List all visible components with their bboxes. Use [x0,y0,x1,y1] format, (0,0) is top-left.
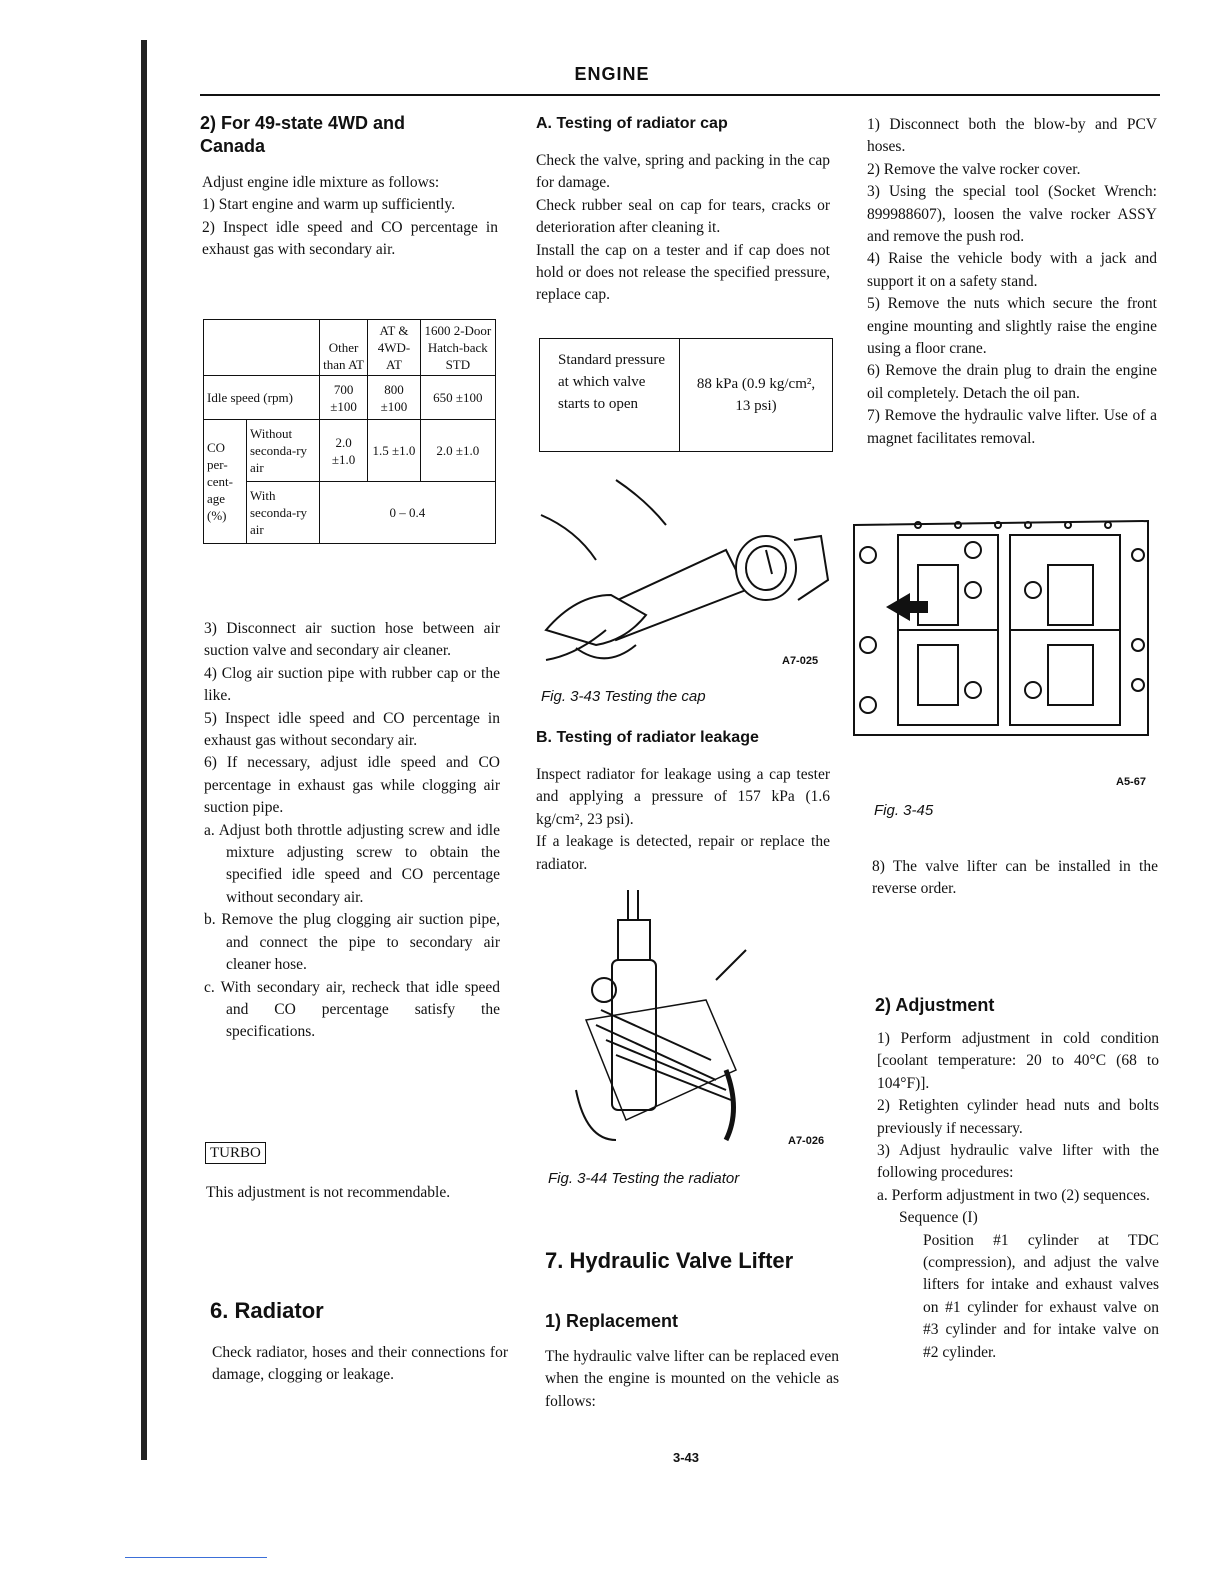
idle-spec-table [203,319,496,544]
fig44-caption: Fig. 3-44 Testing the radiator [548,1170,740,1187]
intro-line: Adjust engine idle mixture as follows: [202,174,440,191]
leak-para: If a leakage is detected, repair or replace the radiator. [536,833,830,873]
header-rule [200,94,1160,96]
cap-test-heading: A. Testing of radiator cap [536,115,728,132]
co-percentage-label: CO per-cent-age (%) [204,420,247,544]
bottom-edge-mark [125,1557,267,1558]
cap-tester-illustration [536,470,836,670]
idle-value: 650 ±100 [420,376,495,420]
idle-speed-label: Idle speed (rpm) [204,376,320,420]
adj-step: 1) Perform adjustment in cold condition [coolant temperature: 20 to 40°C (68 to 104°F)]. [877,1030,1159,1092]
fig43-caption: Fig. 3-43 Testing the cap [541,688,706,705]
replacement-heading: 1) Replacement [545,1311,679,1331]
radiator-text: Check radiator, hoses and their connections for damage, clogging or leakage. [212,1344,508,1384]
co-value: 2.0 ±1.0 [420,420,495,482]
sequence-text: Position #1 cylinder at TDC (compression), and adjust the valve lifters for intake and exhaust valves on #1 cylinder for exhaust valve on #3 cylinder and for intake valve on #2 cylinder. [923,1231,1159,1361]
radiator-tester-illustration [566,890,766,1150]
fig43-id: A7-025 [782,655,819,667]
sequence-label: Sequence (I) [899,1209,978,1227]
engine-block-valve-lifter-illustration [848,505,1158,745]
fig44-id: A7-026 [788,1135,825,1147]
substep-item: b. Remove the plug clogging air suction pipe, and connect the pipe to secondary air cleaner hose. [204,911,500,974]
step-item: 3) Using the special tool (Socket Wrench: 899988607), loosen the valve rocker ASSY and remove the push rod. [867,183,1157,246]
step-item: 1) Disconnect both the blow-by and PCV hoses. [867,116,1157,156]
intro-line: 1) Start engine and warm up sufficiently. [202,196,456,214]
step-item: 6) If necessary, adjust idle speed and CO percentage in exhaust gas while clogging air suction pipe. [204,754,500,817]
spec-label: Standard pressure at which valve starts to open [540,339,680,451]
adj-step: 3) Adjust hydraulic valve lifter with the following procedures: [877,1142,1159,1182]
binding-edge [141,40,147,1460]
cap-test-text [536,150,830,307]
step-item: 5) Inspect idle speed and CO percentage in exhaust gas without secondary air. [204,709,500,750]
col1-intro [202,172,498,262]
co-with-value: 0 – 0.4 [319,482,495,544]
fig45-caption: Fig. 3-45 [874,802,934,819]
adjustment-steps [877,1028,1159,1364]
fig45-id: A5-67 [1116,776,1146,788]
step-item: 4) Clog air suction pipe with rubber cap or the like. [204,664,500,705]
leak-para: Inspect radiator for leakage using a cap tester and applying a pressure of 157 kPa (1.6 kg/cm², 23 psi). [536,766,830,828]
col3-step8: 8) The valve lifter can be installed in the reverse order. [872,858,1158,898]
adjustment-heading: 2) Adjustment [875,995,995,1015]
step-item: 2) Remove the valve rocker cover. [867,160,1081,178]
leak-test-heading: B. Testing of radiator leakage [536,729,759,746]
without-secondary-label: Without seconda-ry air [247,420,320,482]
col-header: 1600 2-Door Hatch-back STD [420,320,495,376]
cap-pressure-spec-box [539,338,833,452]
cap-para: Install the cap on a tester and if cap does not hold or does not release the specified pressure, replace cap. [536,241,830,304]
co-value: 2.0 ±1.0 [319,420,367,482]
cap-para: Check the valve, spring and packing in the cap for damage. [536,152,830,192]
turbo-note: This adjustment is not recommendable. [206,1184,451,1201]
col1-heading: 2) For 49-state 4WD and Canada [200,113,406,156]
col-header: AT & 4WD-AT [368,320,420,376]
hydraulic-lifter-heading: 7. Hydraulic Valve Lifter [545,1248,794,1273]
adj-substep: a. Perform adjustment in two (2) sequences. [877,1186,1150,1204]
idle-value: 800 ±100 [368,376,420,420]
col-header: Other than AT [319,320,367,376]
step-item: 7) Remove the hydraulic valve lifter. Use of a magnet facilitates removal. [867,407,1157,447]
table-corner-cell [204,320,320,376]
step-item: 4) Raise the vehicle body with a jack and support it on a safety stand. [867,250,1157,290]
step-item: 3) Disconnect air suction hose between air suction valve and secondary air cleaner. [204,620,500,660]
col1-steps [204,618,500,1044]
page-number: 3-43 [673,1450,700,1465]
co-value: 1.5 ±1.0 [368,420,420,482]
col3-steps [867,114,1157,450]
spec-value: 88 kPa (0.9 kg/cm², 13 psi) [696,376,816,414]
intro-line: 2) Inspect idle speed and CO percentage in exhaust gas with secondary air. [202,218,498,259]
with-secondary-label: With seconda-ry air [247,482,320,544]
cap-para: Check rubber seal on cap for tears, cracks or deterioration after cleaning it. [536,196,830,237]
substep-item: c. With secondary air, recheck that idle speed and CO percentage satisfy the specifications. [204,978,500,1041]
step-item: 6) Remove the drain plug to drain the engine oil completely. Detach the oil pan. [867,362,1157,402]
page-header-title: ENGINE [574,64,650,84]
step-item: 5) Remove the nuts which secure the front engine mounting and slightly raise the engine using a floor crane. [867,295,1157,358]
adj-step: 2) Retighten cylinder head nuts and bolts previously if necessary. [877,1097,1159,1137]
substep-item: a. Adjust both throttle adjusting screw and idle mixture adjusting screw to obtain the specified idle speed and CO percentage without secondary air. [204,821,500,906]
idle-value: 700 ±100 [319,376,367,420]
radiator-heading: 6. Radiator [210,1298,324,1323]
leak-test-text [536,764,830,876]
replacement-text: The hydraulic valve lifter can be replaced even when the engine is mounted on the vehicle as follows: [545,1348,839,1410]
turbo-badge: TURBO [205,1142,266,1164]
